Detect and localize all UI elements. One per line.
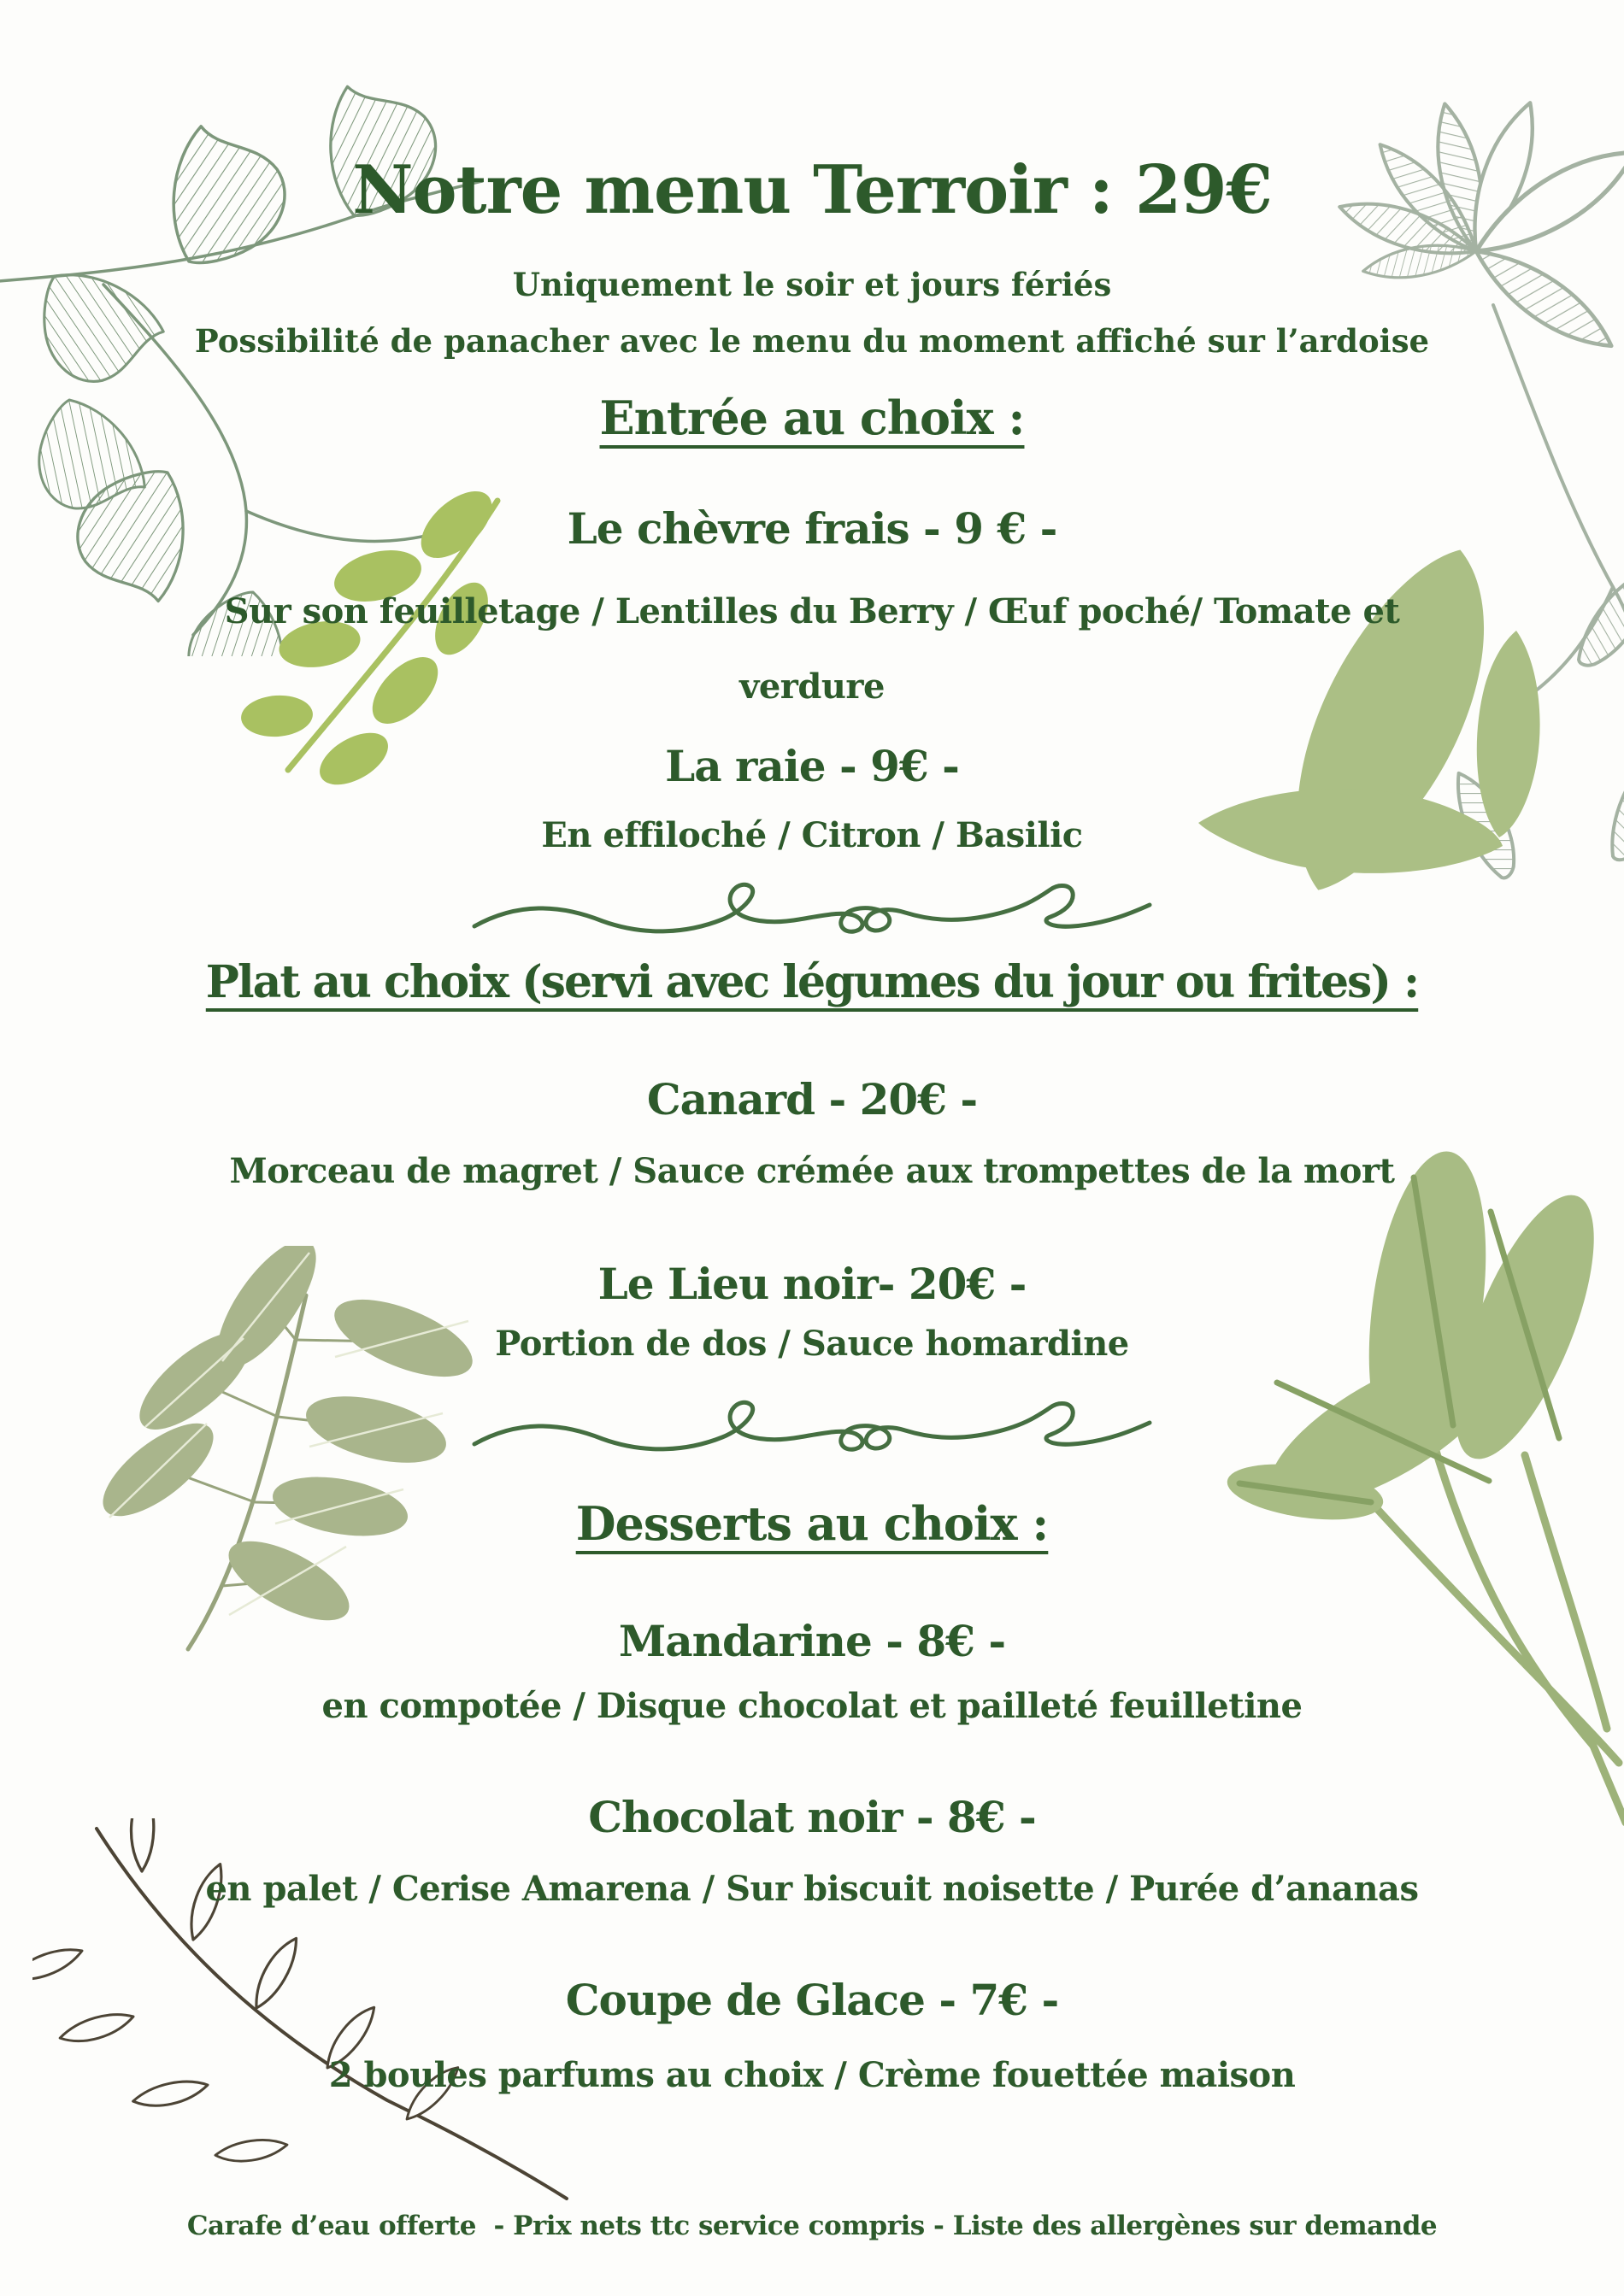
section-heading-plats: Plat au choix (servi avec légumes du jour ou frites) :	[205, 956, 1419, 1008]
item-name-canard: Canard - 20€ -	[646, 1074, 978, 1125]
footer-note: Carafe d’eau offerte - Prix nets ttc service compris - Liste des allergènes sur demande	[186, 2211, 1438, 2241]
item-name-chocolat-noir: Chocolat noir - 8€ -	[588, 1792, 1036, 1842]
item-name-raie: La raie - 9€ -	[665, 741, 959, 791]
sage-plant-right-icon	[1224, 1143, 1624, 1835]
page-title: Notre menu Terroir : 29€	[352, 151, 1272, 229]
item-desc-chocolat-noir: en palet / Cerise Amarena / Sur biscuit noisette / Purée d’ananas	[205, 1869, 1419, 1909]
item-desc-mandarine: en compotée / Disque chocolat et pailleté feuilletine	[321, 1686, 1303, 1726]
section-heading-desserts: Desserts au choix :	[575, 1496, 1049, 1551]
item-name-chevre-frais: Le chèvre frais - 9 € -	[567, 503, 1057, 554]
section-heading-entrees: Entrée au choix :	[599, 390, 1025, 445]
item-desc-canard: Morceau de magret / Sauce crémée aux trompettes de la mort	[229, 1151, 1395, 1191]
item-name-mandarine: Mandarine - 8€ -	[618, 1616, 1006, 1666]
item-desc-lieu-noir: Portion de dos / Sauce homardine	[495, 1324, 1129, 1364]
subtitle-mix: Possibilité de panacher avec le menu du moment affiché sur l’ardoise	[194, 322, 1430, 360]
item-desc-raie: En effiloché / Citron / Basilic	[541, 815, 1083, 855]
item-desc-coupe-de-glace: 2 boules parfums au choix / Crème fouettée maison	[328, 2055, 1296, 2095]
item-name-coupe-de-glace: Coupe de Glace - 7€ -	[565, 1975, 1059, 2025]
subtitle-evening: Uniquement le soir et jours fériés	[512, 266, 1112, 303]
squiggle-divider-icon	[466, 1400, 1158, 1468]
item-name-lieu-noir: Le Lieu noir- 20€ -	[597, 1259, 1027, 1309]
squiggle-divider-icon	[466, 882, 1158, 950]
item-desc-chevre-frais: Sur son feuilletage / Lentilles du Berry / Œuf poché/ Tomate et verdure	[224, 591, 1411, 707]
